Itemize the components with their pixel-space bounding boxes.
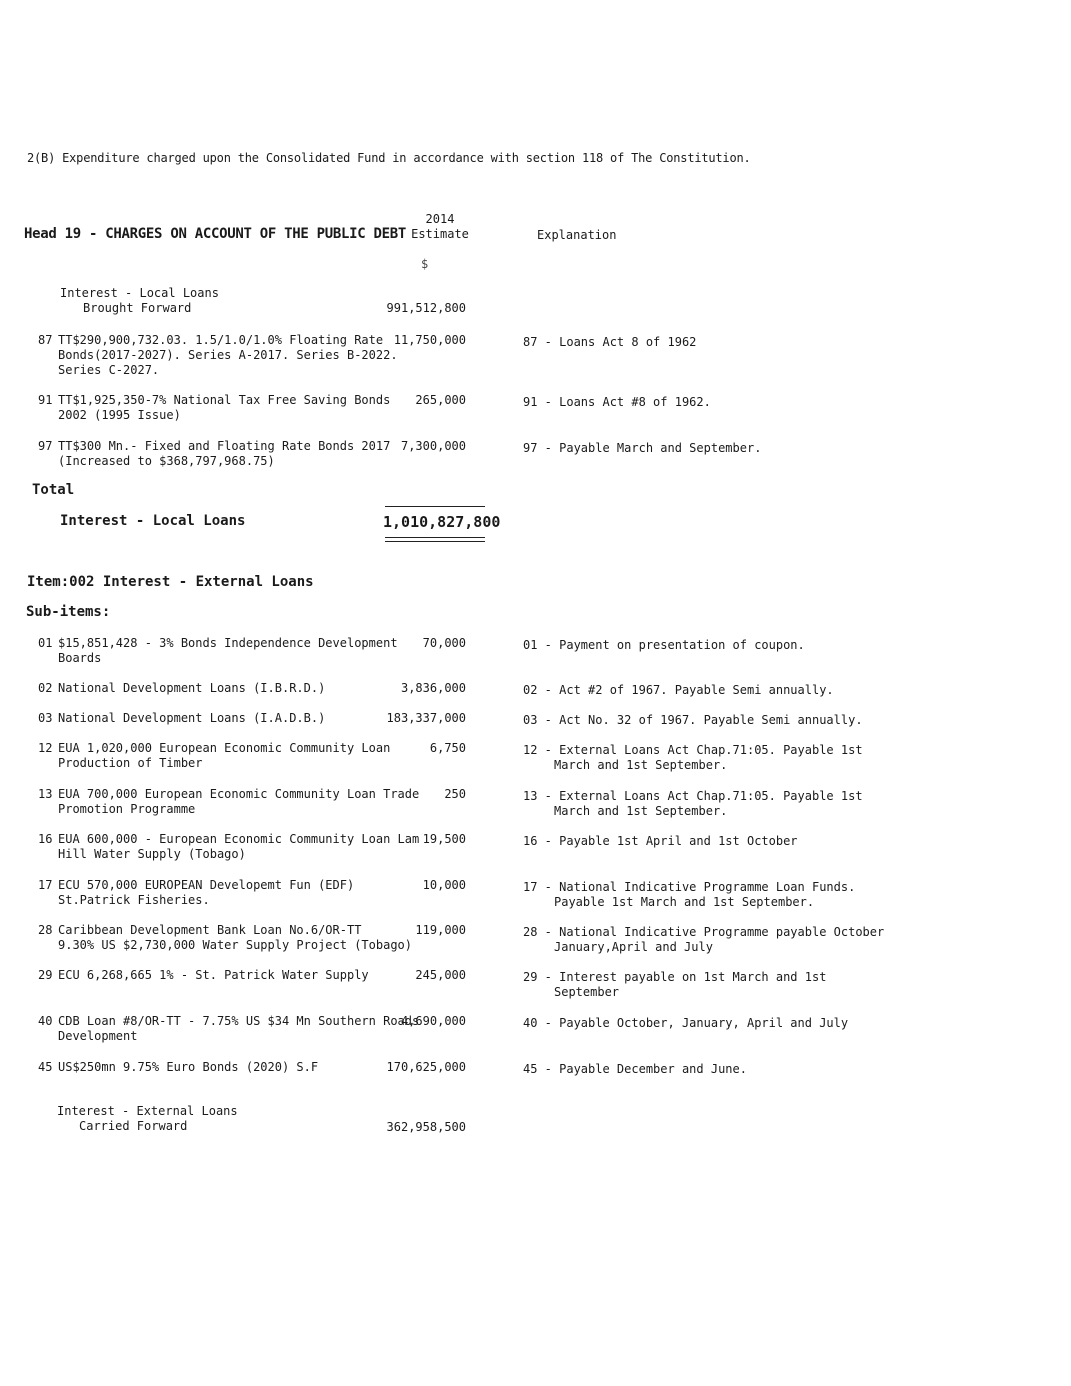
item-description: 9.30% US $2,730,000 Water Supply Project (Tobago)	[58, 938, 413, 952]
item-amount: 170,625,000	[386, 1060, 466, 1074]
item-explanation	[523, 834, 798, 849]
item-amount: 265,000	[415, 393, 466, 407]
explanation-line: 02 - Act #2 of 1967. Payable Semi annually.	[523, 683, 834, 697]
item-description: $15,851,428 - 3% Bonds Independence Development	[58, 636, 398, 650]
item-number: 13	[38, 787, 53, 801]
line-item	[38, 1060, 318, 1075]
currency-symbol: $	[421, 257, 429, 271]
item-explanation	[523, 970, 826, 1000]
item-explanation	[523, 713, 863, 728]
item-amount: 7,300,000	[400, 439, 466, 453]
explanation-line: 12 - External Loans Act Chap.71:05. Payable 1st	[523, 743, 863, 757]
explanation-line: 91 - Loans Act #8 of 1962.	[523, 395, 711, 409]
line-item	[38, 333, 398, 378]
item-description: CDB Loan #8/OR-TT - 7.75% US $34 Mn Southern Roads	[58, 1014, 420, 1028]
item-number: 02	[38, 681, 53, 695]
total-sub-label: Interest - Local Loans	[60, 513, 246, 529]
line-item	[38, 439, 390, 469]
item-explanation	[523, 880, 855, 910]
explanation-line: 01 - Payment on presentation of coupon.	[523, 638, 805, 652]
item-description: TT$300 Mn.- Fixed and Floating Rate Bonds 2017	[58, 439, 391, 453]
intro-statement: 2(B) Expenditure charged upon the Consolidated Fund in accordance with section 118 of The Constitution.	[27, 151, 751, 165]
item-number: 17	[38, 878, 53, 892]
item-description: National Development Loans (I.B.R.D.)	[58, 681, 326, 695]
estimate-year: 2014	[425, 212, 455, 226]
total-rule-double	[385, 537, 485, 542]
item-description: EUA 700,000 European Economic Community Loan Trade	[58, 787, 420, 801]
item-explanation	[523, 683, 834, 698]
item-description: Hill Water Supply (Tobago)	[58, 847, 246, 861]
item-description: US$250mn 9.75% Euro Bonds (2020) S.F	[58, 1060, 319, 1074]
item-description: TT$290,900,732.03. 1.5/1.0/1.0% Floating Rate	[58, 333, 384, 347]
item-amount: 3,836,000	[400, 681, 466, 695]
item-description: ECU 6,268,665 1% - St. Patrick Water Supply	[58, 968, 369, 982]
item-amount: 4,690,000	[400, 1014, 466, 1028]
item-number: 97	[38, 439, 53, 453]
item-explanation	[523, 335, 696, 350]
total-label: Total	[32, 482, 75, 498]
item-explanation	[523, 743, 863, 773]
explanation-line: March and 1st September.	[554, 758, 728, 772]
item-amount: 245,000	[415, 968, 466, 982]
item-number: 91	[38, 393, 53, 407]
item-amount: 70,000	[422, 636, 466, 650]
item-explanation	[523, 1062, 747, 1077]
item-explanation	[523, 395, 711, 410]
item-description: TT$1,925,350-7% National Tax Free Saving Bonds	[58, 393, 391, 407]
explanation-line: January,April and July	[554, 940, 713, 954]
item-explanation	[523, 638, 805, 653]
item-description: EUA 1,020,000 European Economic Community Loan	[58, 741, 391, 755]
item-description: 2002 (1995 Issue)	[58, 408, 181, 422]
item-description: St.Patrick Fisheries.	[58, 893, 210, 907]
item-number: 40	[38, 1014, 53, 1028]
item-number: 12	[38, 741, 53, 755]
estimate-label: Estimate	[411, 227, 469, 241]
explanation-line: Payable 1st March and 1st September.	[554, 895, 815, 909]
item-amount: 10,000	[422, 878, 466, 892]
item-description: EUA 600,000 - European Economic Community Loan Lam	[58, 832, 420, 846]
item-description: Series C-2027.	[58, 363, 160, 377]
item-number: 16	[38, 832, 53, 846]
line-item	[38, 393, 390, 423]
item-description: (Increased to $368,797,968.75)	[58, 454, 275, 468]
explanation-line: 03 - Act No. 32 of 1967. Payable Semi annually.	[523, 713, 863, 727]
explanation-line: 40 - Payable October, January, April and July	[523, 1016, 849, 1030]
item-explanation	[523, 1016, 848, 1031]
item-description: Bonds(2017-2027). Series A-2017. Series B-2022.	[58, 348, 398, 362]
item-description: Promotion Programme	[58, 802, 196, 816]
item-description: Boards	[58, 651, 102, 665]
item-number: 28	[38, 923, 53, 937]
item-number: 29	[38, 968, 53, 982]
explanation-line: 17 - National Indicative Programme Loan Funds.	[523, 880, 856, 894]
estimate-column-header	[380, 212, 500, 242]
item-number: 03	[38, 711, 53, 725]
item-explanation	[523, 789, 863, 819]
item-amount: 19,500	[422, 832, 466, 846]
line-item	[38, 636, 398, 666]
explanation-line: March and 1st September.	[554, 804, 728, 818]
item-number: 01	[38, 636, 53, 650]
line-item	[38, 681, 325, 696]
explanation-line: 13 - External Loans Act Chap.71:05. Payable 1st	[523, 789, 863, 803]
subitems-heading: Sub-items:	[26, 604, 111, 620]
item-amount: 119,000	[415, 923, 466, 937]
line-item	[38, 741, 390, 771]
explanation-line: 45 - Payable December and June.	[523, 1062, 747, 1076]
explanation-line: 28 - National Indicative Programme payable October	[523, 925, 885, 939]
item-explanation	[523, 441, 761, 456]
item-description: National Development Loans (I.A.D.B.)	[58, 711, 326, 725]
item-explanation	[523, 925, 884, 955]
item-amount: 250	[444, 787, 466, 801]
line-item	[38, 878, 354, 908]
total-amount: 1,010,827,800	[383, 513, 501, 531]
item-amount: 183,337,000	[386, 711, 466, 725]
line-item	[38, 711, 325, 726]
item-description: Production of Timber	[58, 756, 203, 770]
item-amount: 11,750,000	[393, 333, 466, 347]
item-heading: Item:002 Interest - External Loans	[27, 574, 314, 590]
explanation-column-header: Explanation	[537, 228, 617, 242]
brought-forward-label: Interest - Local Loans Brought Forward	[60, 286, 219, 315]
item-number: 87	[38, 333, 53, 347]
item-description: Development	[58, 1029, 138, 1043]
explanation-line: 97 - Payable March and September.	[523, 441, 762, 455]
carried-forward-label: Interest - External Loans Carried Forward	[57, 1104, 238, 1133]
brought-forward-amount: 991,512,800	[386, 301, 466, 315]
total-rule-single	[385, 506, 485, 507]
item-description: ECU 570,000 EUROPEAN Developemt Fun (EDF)	[58, 878, 355, 892]
explanation-line: 29 - Interest payable on 1st March and 1st	[523, 970, 827, 984]
item-number: 45	[38, 1060, 53, 1074]
item-description: Caribbean Development Bank Loan No.6/OR-TT	[58, 923, 362, 937]
explanation-line: 16 - Payable 1st April and 1st October	[523, 834, 798, 848]
carried-forward-amount: 362,958,500	[386, 1120, 466, 1134]
head-title: Head 19 - CHARGES ON ACCOUNT OF THE PUBLIC DEBT	[24, 226, 407, 242]
line-item	[38, 968, 369, 983]
explanation-line: September	[554, 985, 620, 999]
item-amount: 6,750	[429, 741, 466, 755]
explanation-line: 87 - Loans Act 8 of 1962	[523, 335, 697, 349]
